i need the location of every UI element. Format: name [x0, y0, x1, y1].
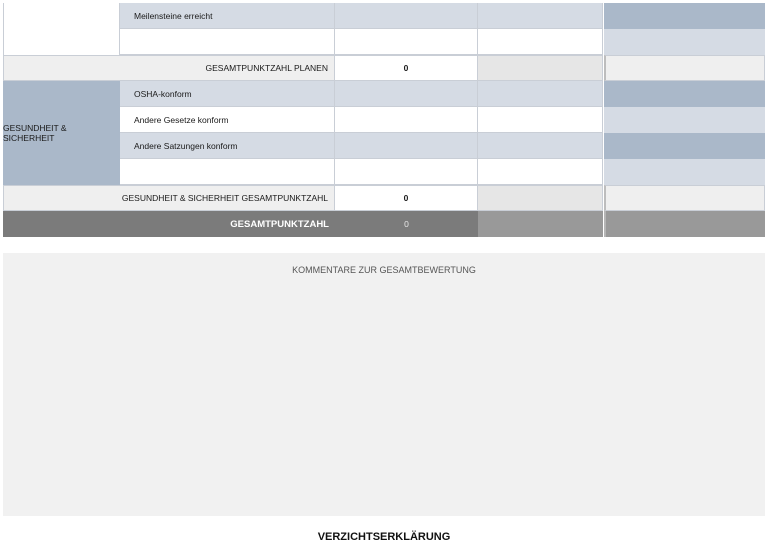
plan-blank-row-result [604, 29, 765, 55]
health-item-weight[interactable] [478, 81, 603, 107]
plan-total-value: 0 [335, 55, 478, 81]
plan-section-cell [3, 3, 120, 55]
health-blank-row-weight[interactable] [478, 159, 603, 185]
milestones-result-cell [604, 3, 765, 29]
health-item-score[interactable] [335, 133, 478, 159]
grand-total-value: 0 [335, 211, 478, 237]
health-item-result [604, 133, 765, 159]
health-blank-row-result [604, 159, 765, 185]
health-safety-section-label: GESUNDHEIT & SICHERHEIT [3, 81, 120, 185]
health-item-result [604, 107, 765, 133]
health-blank-row-label[interactable] [120, 159, 335, 185]
disclaimer-title: VERZICHTSERKLÄRUNG [317, 531, 451, 543]
plan-blank-row-weight[interactable] [478, 29, 603, 55]
health-total-label: GESUNDHEIT & SICHERHEIT GESAMTPUNKTZAHL [3, 185, 335, 211]
health-item-label: OSHA-konform [120, 81, 335, 107]
health-total-value: 0 [335, 185, 478, 211]
health-item-result [604, 81, 765, 107]
grand-total-result [604, 211, 765, 237]
health-total-weight [478, 185, 603, 211]
plan-total-result [604, 55, 765, 81]
health-blank-row-score[interactable] [335, 159, 478, 185]
health-item-label: Andere Gesetze konform [120, 107, 335, 133]
health-item-label: Andere Satzungen konform [120, 133, 335, 159]
comments-textarea[interactable] [3, 253, 765, 516]
health-item-score[interactable] [335, 81, 478, 107]
milestones-weight-cell[interactable] [478, 3, 603, 29]
plan-blank-row-score[interactable] [335, 29, 478, 55]
health-item-score[interactable] [335, 107, 478, 133]
health-total-result [604, 185, 765, 211]
health-item-weight[interactable] [478, 107, 603, 133]
milestones-label: Meilensteine erreicht [120, 3, 335, 29]
plan-total-label: GESAMTPUNKTZAHL PLANEN [3, 55, 335, 81]
comments-title: KOMMENTARE ZUR GESAMTBEWERTUNG [292, 265, 476, 275]
grand-total-weight [478, 211, 603, 237]
grand-total-label: GESAMTPUNKTZAHL [3, 211, 335, 237]
plan-total-weight [478, 55, 603, 81]
health-item-weight[interactable] [478, 133, 603, 159]
plan-blank-row-label[interactable] [120, 29, 335, 55]
milestones-score-cell[interactable] [335, 3, 478, 29]
